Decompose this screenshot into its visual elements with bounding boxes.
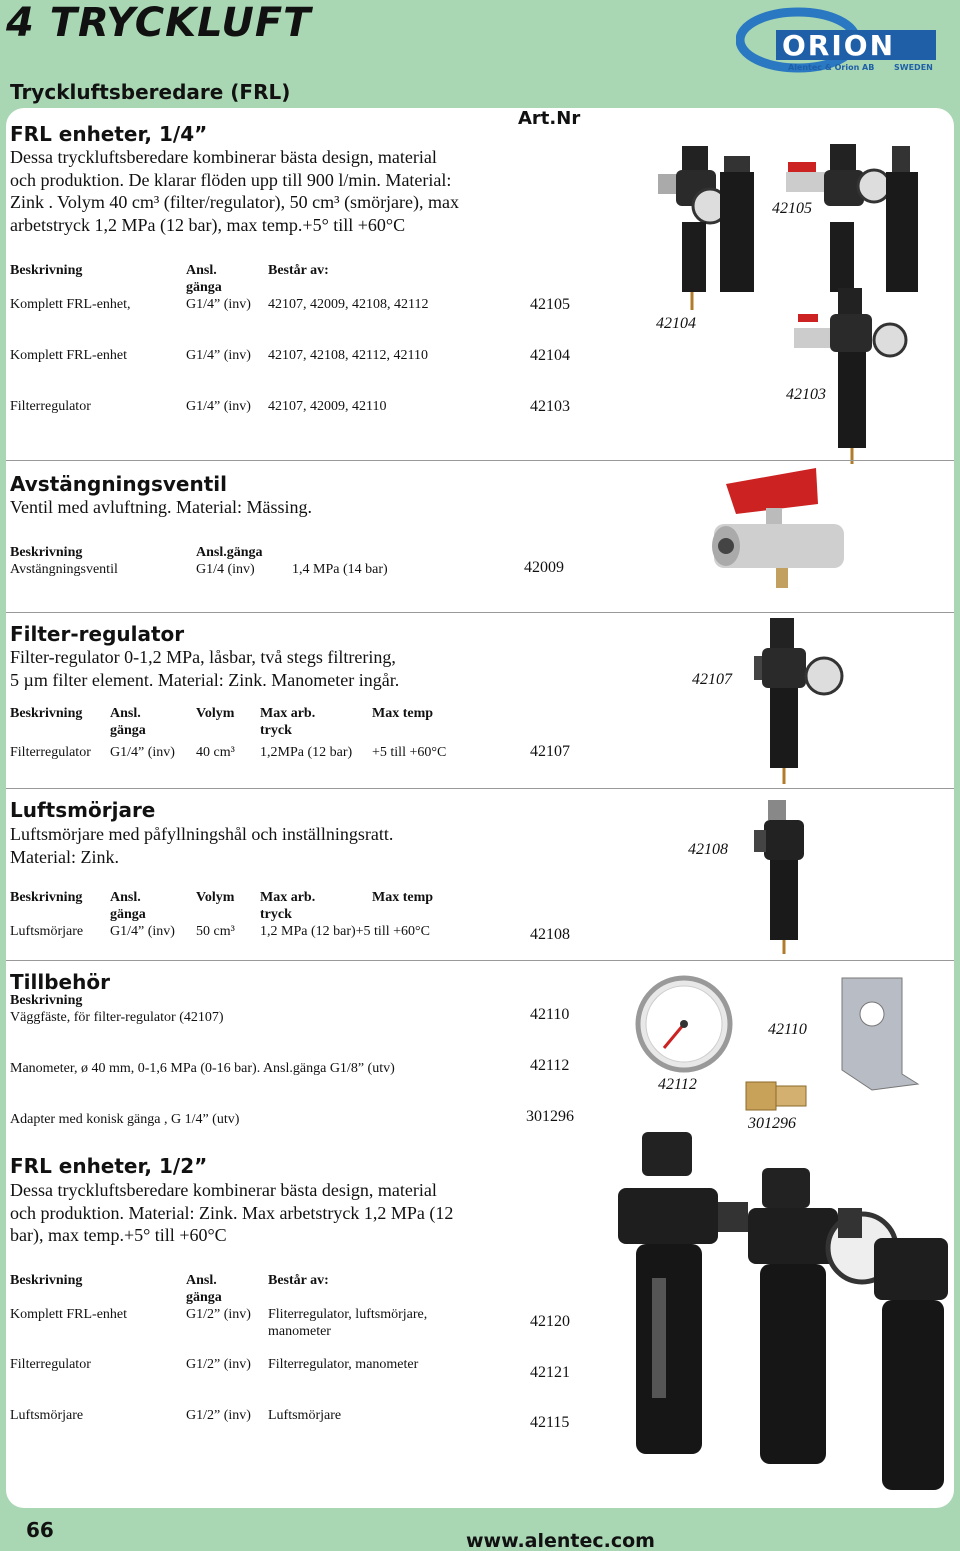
- col-beskrivning: Beskrivning: [10, 706, 83, 721]
- filter-desc-line: Filter-regulator 0-1,2 MPa, låsbar, två stegs filtrering,: [10, 647, 396, 667]
- lubricator-42108-image: [754, 796, 824, 956]
- frl14-row-ansl: G1/4” (inv): [186, 399, 251, 414]
- col-beskrivning: Beskrivning: [10, 1273, 83, 1288]
- col-max-temp: Max temp: [372, 890, 434, 905]
- col-beskrivning: Beskrivning: [10, 890, 83, 905]
- avst-row-art: 42009: [524, 559, 564, 576]
- frl14-title: FRL enheter, 1/4”: [10, 122, 208, 146]
- col-ansl: Ansl.: [186, 1273, 217, 1288]
- acc-row-art: 42112: [530, 1057, 570, 1074]
- frl12-row-art: 42115: [530, 1414, 570, 1431]
- frl14-desc-line: Zink . Volym 40 cm³ (filter/regulator), 50 cm³ (smörjare), max: [10, 192, 460, 212]
- acc-title: Tillbehör: [10, 970, 110, 994]
- lub-row-art: 42108: [530, 926, 570, 943]
- orion-logo: [736, 6, 946, 74]
- wall-bracket-42110-image: [832, 974, 922, 1094]
- acc-img-label-301296: 301296: [748, 1115, 796, 1132]
- lub-row-desc: Luftsmörjare: [10, 924, 84, 939]
- avst-row-ansl: G1/4 (inv): [196, 562, 255, 577]
- logo-sub-right: SWEDEN: [894, 63, 933, 72]
- frl14-row-bestar: 42107, 42009, 42108, 42112: [268, 297, 429, 312]
- filter-desc-line: 5 µm filter element. Material: Zink. Manometer ingår.: [10, 669, 400, 690]
- logo-sub-left: Alentec & Orion AB: [788, 63, 875, 72]
- col-ansl: Ansl.: [110, 890, 141, 905]
- avst-title: Avstängningsventil: [10, 472, 227, 496]
- col-beskrivning: Beskrivning: [10, 545, 83, 560]
- lub-desc-line: Material: Zink.: [10, 846, 119, 867]
- section-title: Tryckluftsberedare (FRL): [10, 80, 291, 104]
- frl14-row-art: 42105: [530, 296, 570, 313]
- logo-text: ORION: [782, 29, 896, 62]
- col-max-arb-2: tryck: [260, 907, 292, 922]
- frl12-row-bestar-2: manometer: [268, 1324, 331, 1339]
- avst-desc: Ventil med avluftning. Material: Mässing.: [10, 497, 312, 517]
- frl12-row-ansl: G1/2” (inv): [186, 1357, 251, 1372]
- frl14-row-bestar: 42107, 42108, 42112, 42110: [268, 348, 428, 363]
- col-ansl: Ansl.gänga: [196, 545, 263, 560]
- acc-img-label-42112: 42112: [658, 1076, 697, 1093]
- frl12-title: FRL enheter, 1/2”: [10, 1154, 208, 1178]
- col-bestar: Består av:: [268, 1273, 329, 1288]
- filter-img-label: 42107: [692, 671, 732, 688]
- artnr-heading: Art.Nr: [518, 108, 581, 129]
- frl14-row-desc: Filterregulator: [10, 399, 91, 414]
- frl12-row-desc: Luftsmörjare: [10, 1408, 84, 1423]
- frl12-row-desc: Filterregulator: [10, 1357, 91, 1372]
- col-ansl-2: gänga: [110, 907, 146, 922]
- frl14-row-bestar: 42107, 42009, 42110: [268, 399, 387, 414]
- filter-row-volym: 40 cm³: [196, 745, 235, 760]
- divider: [6, 788, 954, 789]
- col-ansl-2: gänga: [186, 1290, 222, 1305]
- filter-desc: [10, 646, 530, 691]
- avst-row-desc: Avstängningsventil: [10, 562, 118, 577]
- frl14-row-art: 42104: [530, 347, 570, 364]
- col-beskrivning: Beskrivning: [10, 993, 83, 1008]
- col-max-temp: Max temp: [372, 706, 434, 721]
- filter-row-art: 42107: [530, 743, 570, 760]
- frl14-row-desc: Komplett FRL-enhet,: [10, 297, 131, 312]
- lub-row-tryck: 1,2 MPa (12 bar)+5 till +60°C: [260, 924, 430, 939]
- frl14-row-ansl: G1/4” (inv): [186, 297, 251, 312]
- filter-title: Filter-regulator: [10, 622, 185, 646]
- frl-unit-42104-image: [786, 288, 916, 468]
- divider: [6, 612, 954, 613]
- frl14-img-label-42103: 42103: [786, 386, 826, 403]
- acc-row-art: 42110: [530, 1006, 570, 1023]
- content-panel: [6, 108, 954, 1508]
- frl12-row-art: 42120: [530, 1313, 570, 1330]
- frl14-img-label-42105: 42105: [772, 200, 812, 217]
- frl14-desc-line: arbetstryck 1,2 MPa (12 bar), max temp.+5° till +60°C: [10, 214, 406, 235]
- col-ansl-2: gänga: [110, 723, 146, 738]
- divider: [6, 960, 954, 961]
- col-max-arb: Max arb.: [260, 890, 316, 905]
- frl14-desc-line: och produktion. De klarar flöden upp till 900 l/min. Material:: [10, 169, 452, 190]
- col-ansl: Ansl.: [186, 263, 217, 278]
- lub-img-label: 42108: [688, 841, 728, 858]
- page-number: 66: [26, 1518, 54, 1542]
- frl12-desc-line: Dessa tryckluftsberedare kombinerar bästa design, material: [10, 1180, 437, 1200]
- acc-row-desc: Väggfäste, för filter-regulator (42107): [10, 1010, 224, 1025]
- frl12-row-ansl: G1/2” (inv): [186, 1408, 251, 1423]
- filter-row-ansl: G1/4” (inv): [110, 745, 175, 760]
- col-volym: Volym: [196, 706, 235, 721]
- adapter-301296-image: [742, 1074, 812, 1118]
- frl12-row-art: 42121: [530, 1364, 570, 1381]
- frl12-row-desc: Komplett FRL-enhet: [10, 1307, 128, 1322]
- frl14-row-desc: Komplett FRL-enhet: [10, 348, 128, 363]
- acc-row-desc: Adapter med konisk gänga , G 1/4” (utv): [10, 1112, 240, 1127]
- col-beskrivning: Beskrivning: [10, 263, 83, 278]
- col-ansl: Ansl.: [110, 706, 141, 721]
- manometer-42112-image: [634, 974, 734, 1074]
- lub-title: Luftsmörjare: [10, 798, 156, 822]
- filter-regulator-42107-image: [750, 616, 850, 786]
- footer-url[interactable]: www.alentec.com: [466, 1530, 655, 1551]
- lub-desc-line: Luftsmörjare med påfyllningshål och inställningsratt.: [10, 824, 394, 844]
- col-max-arb: Max arb.: [260, 706, 316, 721]
- acc-img-label-42110: 42110: [768, 1021, 807, 1038]
- frl12-row-ansl: G1/2” (inv): [186, 1307, 251, 1322]
- col-ansl-2: gänga: [186, 280, 222, 295]
- acc-row-art: 301296: [526, 1108, 574, 1125]
- frl12-row-bestar: Filterregulator, manometer: [268, 1357, 419, 1372]
- frl12-row-bestar: Luftsmörjare: [268, 1408, 342, 1423]
- col-max-arb-2: tryck: [260, 723, 292, 738]
- frl14-row-ansl: G1/4” (inv): [186, 348, 251, 363]
- lub-row-ansl: G1/4” (inv): [110, 924, 175, 939]
- acc-row-desc: Manometer, ø 40 mm, 0-1,6 MPa (0-16 bar). Ansl.gänga G1/8” (utv): [10, 1061, 395, 1076]
- filter-row-desc: Filterregulator: [10, 745, 91, 760]
- frl12-desc-line: och produktion. Material: Zink. Max arbetstryck 1,2 MPa (12: [10, 1202, 454, 1223]
- frl12-row-bestar: Fliterregulator, luftsmörjare,: [268, 1307, 428, 1322]
- ball-valve-42009-image: [706, 464, 856, 604]
- frl14-row-art: 42103: [530, 398, 570, 415]
- filter-row-tryck: 1,2MPa (12 bar): [260, 745, 353, 760]
- chapter-title: 4 TRYCKLUFT: [6, 0, 312, 46]
- frl14-desc-line: Dessa tryckluftsberedare kombinerar bästa design, material: [10, 147, 437, 167]
- col-volym: Volym: [196, 890, 235, 905]
- lub-desc: [10, 823, 530, 868]
- frl14-img-label-42104: 42104: [656, 315, 696, 332]
- divider: [6, 460, 954, 461]
- frl14-desc: [10, 146, 510, 236]
- frl-unit-half-inch-image: [612, 1128, 952, 1508]
- lub-row-volym: 50 cm³: [196, 924, 235, 939]
- filter-row-temp: +5 till +60°C: [372, 745, 447, 760]
- frl12-desc: [10, 1179, 510, 1247]
- frl12-desc-line: bar), max temp.+5° till +60°C: [10, 1225, 227, 1245]
- avst-row-tryck: 1,4 MPa (14 bar): [292, 562, 388, 577]
- col-bestar: Består av:: [268, 263, 329, 278]
